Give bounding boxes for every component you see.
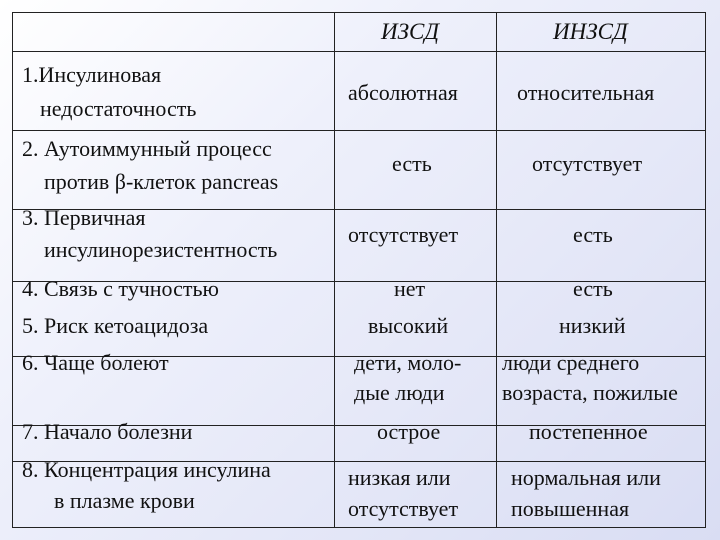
row6-label: 6. Чаще болеют: [22, 350, 169, 375]
row3-label: 3. Первичная: [22, 205, 146, 230]
row2-label: 2. Аутоиммунный процесс: [22, 136, 272, 161]
column-divider: [334, 13, 335, 527]
row7-izsd: острое: [377, 419, 441, 444]
row5-izsd: высокий: [368, 313, 449, 338]
header-izsd: ИЗСД: [381, 19, 439, 44]
row8-izsd: отсутствует: [348, 496, 459, 521]
row7-label: 7. Начало болезни: [22, 419, 193, 444]
row8-inzsd: нормальная или: [511, 465, 661, 490]
row1-label: 1.Инсулиновая: [22, 62, 162, 87]
row4-inzsd: есть: [573, 276, 613, 301]
row8-izsd: низкая или: [348, 465, 451, 490]
row4-izsd: нет: [394, 276, 426, 301]
row3-label: инсулинорезистентность: [44, 237, 278, 262]
row3-izsd: отсутствует: [348, 222, 459, 247]
row1-label: недостаточность: [40, 96, 197, 121]
row6-inzsd: возраста, пожилые: [502, 380, 678, 405]
column-divider: [496, 13, 497, 527]
row8-label: в плазме крови: [54, 488, 195, 513]
row3-inzsd: есть: [573, 222, 613, 247]
row1-izsd: абсолютная: [348, 80, 458, 105]
row4-label: 4. Связь с тучностью: [22, 276, 219, 301]
row8-label: 8. Концентрация инсулина: [22, 457, 271, 482]
row-divider: [13, 130, 705, 131]
row-divider: [13, 51, 705, 52]
row5-label: 5. Риск кетоацидоза: [22, 313, 209, 338]
row2-label: против β-клеток pancreas: [44, 169, 279, 194]
row8-inzsd: повышенная: [511, 496, 630, 521]
row2-izsd: есть: [392, 151, 432, 176]
row6-inzsd: люди среднего: [502, 350, 640, 375]
row6-izsd: дые люди: [354, 380, 445, 405]
header-inzsd: ИНЗСД: [553, 19, 628, 44]
row2-inzsd: отсутствует: [532, 151, 643, 176]
row5-inzsd: низкий: [559, 313, 626, 338]
row7-inzsd: постепенное: [529, 419, 648, 444]
row1-inzsd: относительная: [517, 80, 655, 105]
row6-izsd: дети, моло-: [354, 350, 462, 375]
